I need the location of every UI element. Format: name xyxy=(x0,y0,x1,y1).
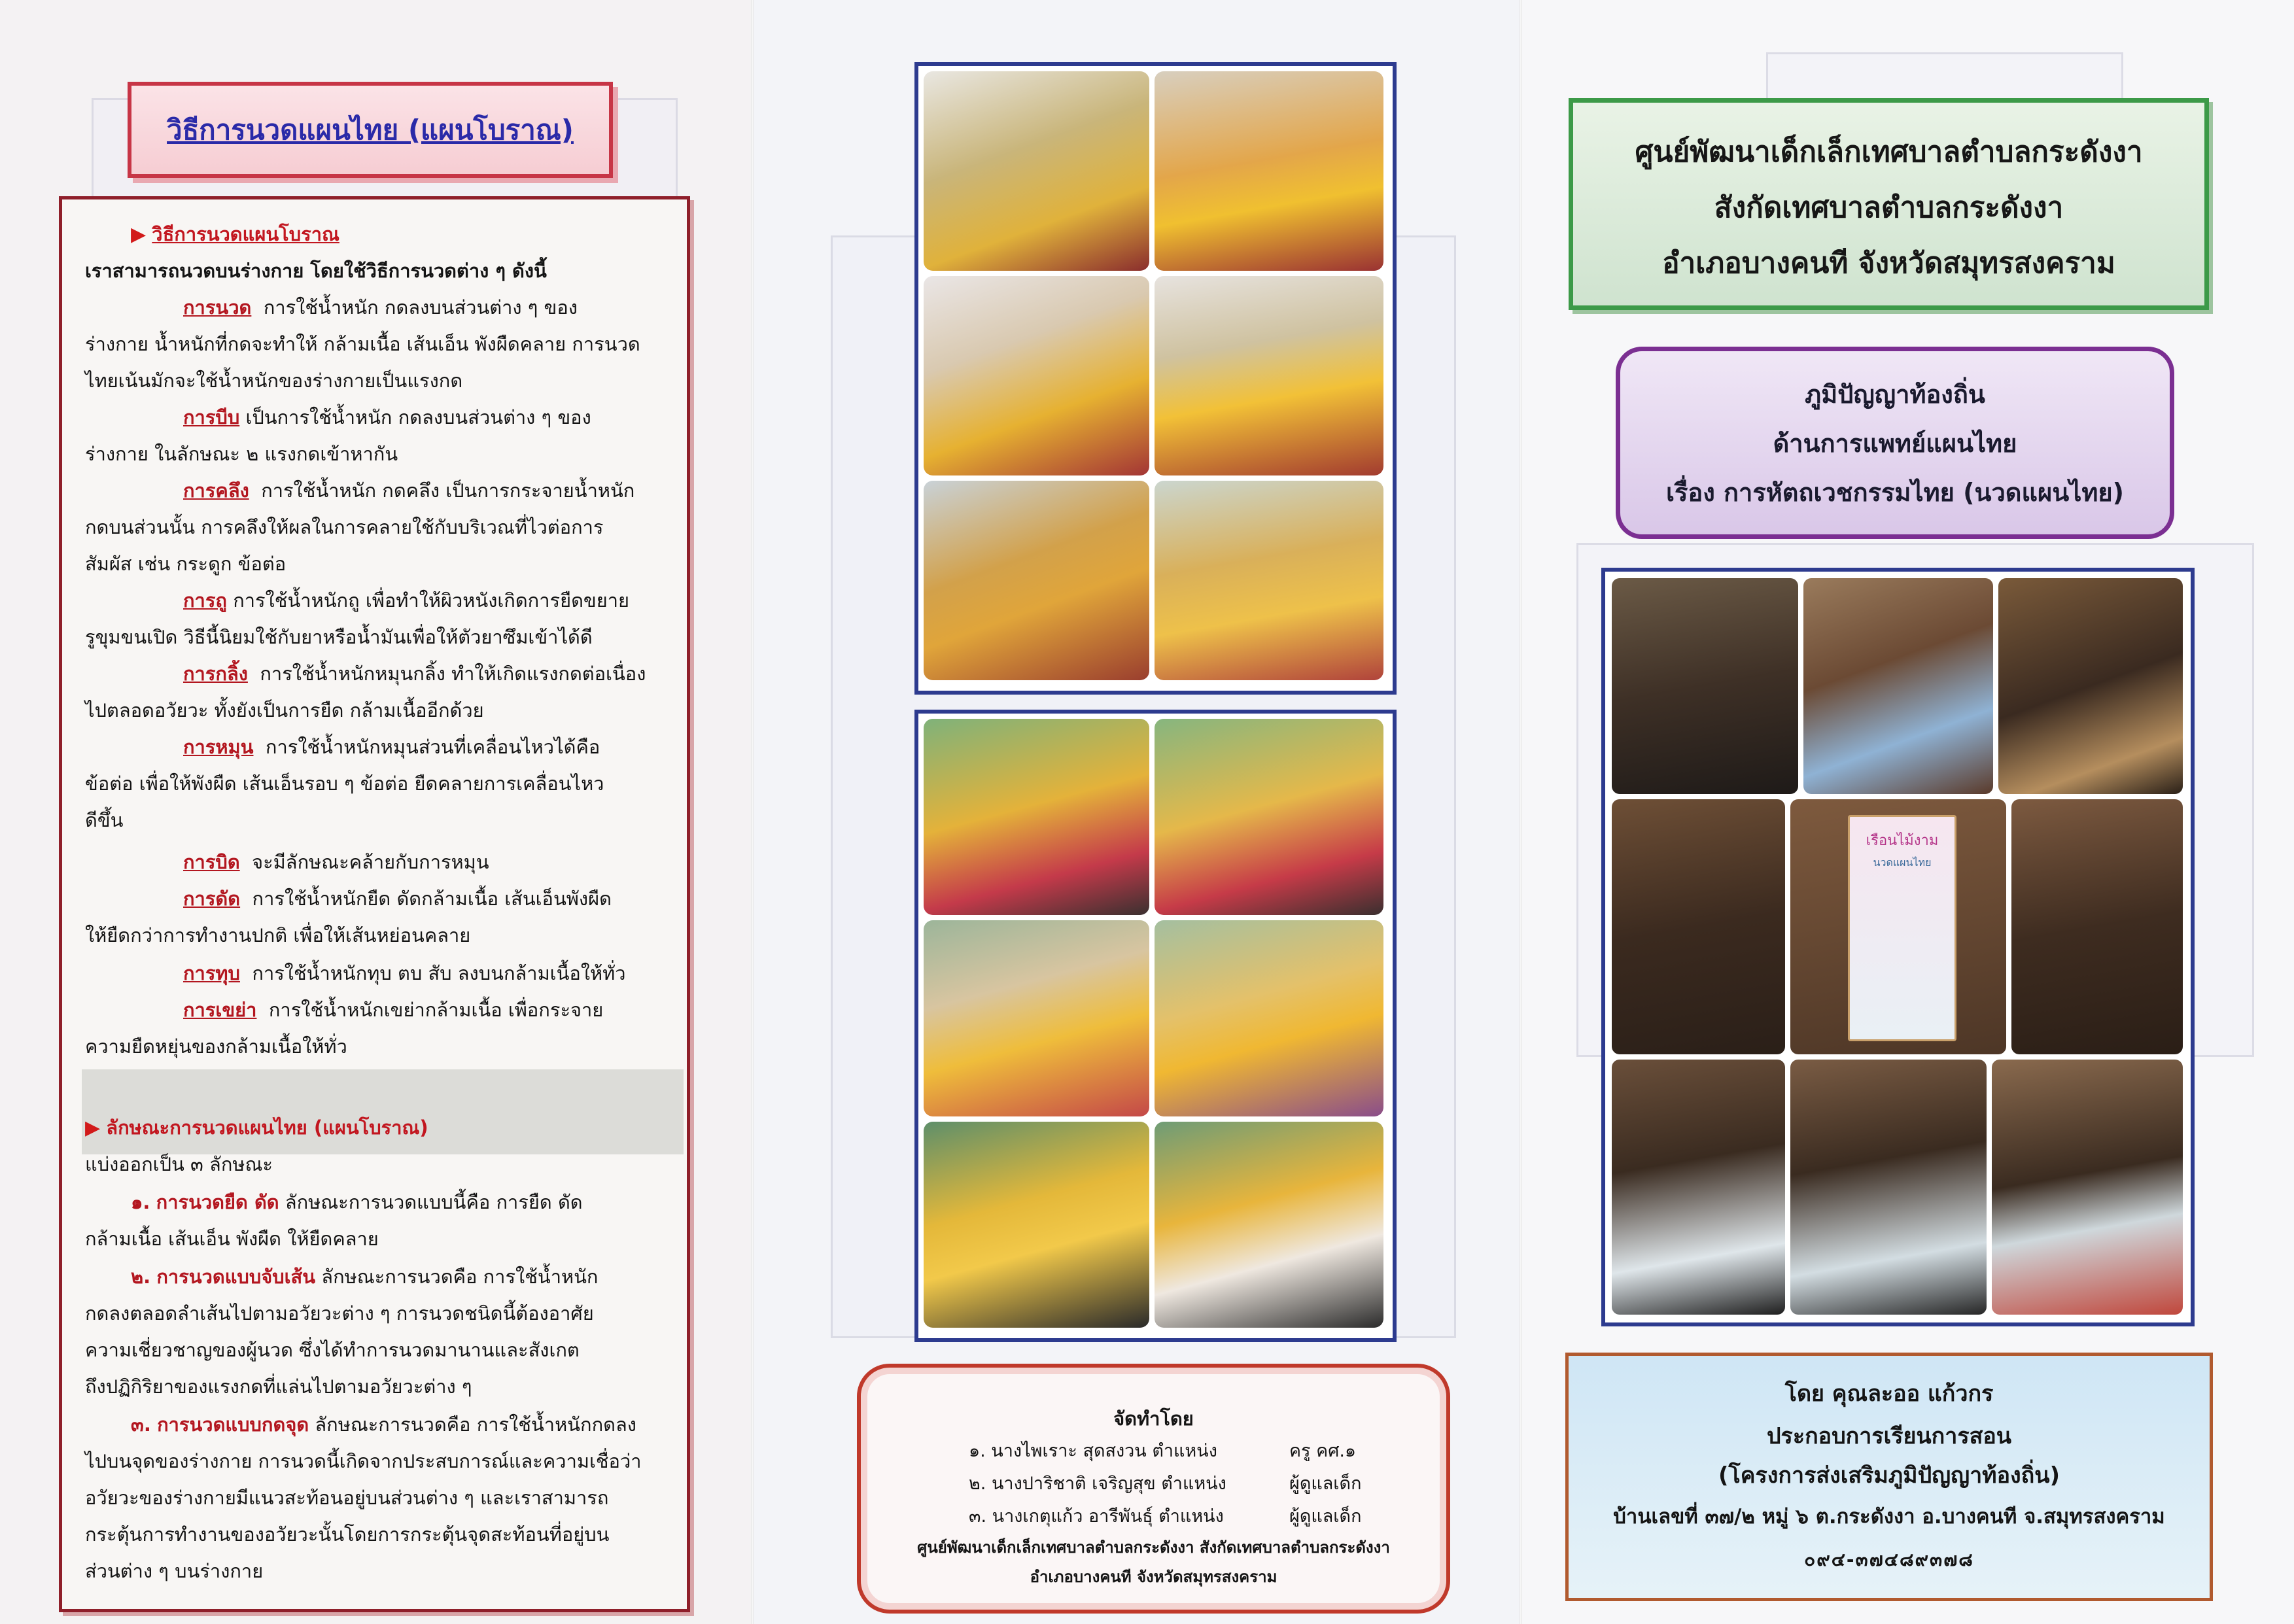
method-term: การบิด xyxy=(183,851,240,873)
credits-title: จัดทำโดย xyxy=(1113,1408,1194,1430)
header-line: อำเภอบางคนที จังหวัดสมุทรสงคราม xyxy=(1662,247,2115,280)
photo xyxy=(1992,1060,2183,1315)
method-term: การถู xyxy=(183,589,227,612)
author-line: (โครงการส่งเสริมภูมิปัญญาท้องถิ่น) xyxy=(1718,1462,2060,1489)
method-line: การใช้น้ำหนักยืด ดัดกล้ามเนื้อ เส้นเอ็นพังผืด xyxy=(252,888,612,910)
photo-collage-right xyxy=(1601,568,2195,1326)
photo xyxy=(1155,276,1383,475)
method-line: ให้ยืดกว่าการทำงานปกติ เพื่อให้เส้นหย่อนคลาย xyxy=(85,924,471,946)
arrow-right-icon: ▶ xyxy=(131,223,147,246)
method-line: การใช้น้ำหนัก กดคลึง เป็นการกระจายน้ำหนัก xyxy=(261,479,635,502)
style-line: ไปบนจุดของร่างกาย การนวดนี้เกิดจากประสบการณ์และความเชื่อว่า xyxy=(85,1450,642,1472)
topic-box xyxy=(1616,347,2174,539)
photo xyxy=(924,276,1149,475)
photo-collage-bottom xyxy=(914,710,1397,1342)
author-phone: ๐๙๔-๓๗๔๘๙๓๗๘ xyxy=(1804,1549,1974,1570)
photo xyxy=(1155,71,1383,271)
header-line: สังกัดเทศบาลตำบลกระดังงา xyxy=(1714,191,2064,224)
photo xyxy=(1155,719,1383,915)
section2-heading: ลักษณะการนวดแผนไทย (แผนโบราณ) xyxy=(106,1116,428,1139)
method-line: กดบนส่วนนั้น การคลึงให้ผลในการคลายใช้กับบริเวณที่ไวต่อการ xyxy=(85,516,604,538)
method-line: ไปตลอดอวัยวะ ทั้งยังเป็นการยืด กล้ามเนื้ออีกด้วย xyxy=(85,699,484,721)
photo xyxy=(1612,1060,1785,1315)
method-term: การคลึง xyxy=(183,479,249,502)
style-line: กระตุ้นการทำงานของอวัยวะนั้นโดยการกระตุ้นจุดสะท้อนที่อยู่บน xyxy=(85,1523,610,1546)
method-term: การกลิ้ง xyxy=(183,663,248,685)
photo xyxy=(924,71,1149,271)
photo xyxy=(924,481,1149,680)
photo-collage-top xyxy=(914,62,1397,695)
method-line: รูขุมขนเปิด วิธีนี้นิยมใช้กับยาหรือน้ำมันเพื่อให้ตัวยาซึมเข้าได้ดี xyxy=(85,626,593,648)
photo xyxy=(1612,578,1798,794)
photo xyxy=(1790,1060,1987,1315)
credit-role: ผู้ดูแลเด็ก xyxy=(1289,1474,1362,1494)
org-line: อำเภอบางคนที จังหวัดสมุทรสงคราม xyxy=(1030,1568,1277,1586)
sign-title: เรือนไม้งาม xyxy=(1866,833,1939,849)
style-number: ๒. xyxy=(131,1266,151,1288)
photo xyxy=(1155,481,1383,680)
style-line: ความเชี่ยวชาญของผู้นวด ซึ่งได้ทำการนวดมานานและสังเกต xyxy=(85,1339,580,1361)
method-line: การใช้น้ำหนักเขย่ากล้ามเนื้อ เพื่อกระจาย xyxy=(268,999,604,1021)
style-line: ลักษณะการนวดแบบนี้คือ การยืด ดัด xyxy=(285,1191,583,1213)
credit-role: ผู้ดูแลเด็ก xyxy=(1289,1506,1362,1527)
style-line: ลักษณะการนวดคือ การใช้น้ำหนักกดลง xyxy=(315,1413,636,1436)
method-line: การใช้น้ำหนักหมุนส่วนที่เคลื่อนไหวได้คือ xyxy=(265,736,600,758)
fold-line xyxy=(751,0,754,1624)
photo xyxy=(1790,799,2006,1054)
photo xyxy=(1803,578,1993,794)
method-line: จะมีลักษณะคล้ายกับการหมุน xyxy=(252,851,489,873)
author-box xyxy=(1565,1353,2213,1601)
method-line: การใช้น้ำหนักถู เพื่อทำให้ผิวหนังเกิดการยืดขยาย xyxy=(233,589,629,612)
method-line: การใช้น้ำหนัก กดลงบนส่วนต่าง ๆ ของ xyxy=(263,296,578,319)
author-line: ประกอบการเรียนการสอน xyxy=(1766,1423,2012,1449)
left-title: วิธีการนวดแผนไทย (แผนโบราณ) xyxy=(167,113,574,146)
intro-text: เราสามารถนวดบนร่างกาย โดยใช้วิธีการนวดต่าง ๆ ดังนี้ xyxy=(85,260,547,282)
header-line: ศูนย์พัฒนาเด็กเล็กเทศบาลตำบลกระดังงา xyxy=(1635,135,2143,169)
style-line: ส่วนต่าง ๆ บนร่างกาย xyxy=(85,1560,264,1582)
arrow-right-icon: ▶ xyxy=(85,1116,101,1139)
method-line: เป็นการใช้น้ำหนัก กดลงบนส่วนต่าง ๆ ของ xyxy=(245,406,591,428)
style-line: ลักษณะการนวดคือ การใช้น้ำหนัก xyxy=(321,1266,599,1288)
method-term: การหมุน xyxy=(183,736,254,758)
credit-role: ครู คศ.๑ xyxy=(1289,1441,1357,1461)
fold-line xyxy=(1520,0,1522,1624)
method-line: ข้อต่อ เพื่อให้พังผืด เส้นเอ็นรอบ ๆ ข้อต่อ ยืดคลายการเคลื่อนไหว xyxy=(85,772,604,795)
method-line: ดีขึ้น xyxy=(85,809,124,831)
style-term: การนวดแบบกดจุด xyxy=(157,1413,309,1436)
section1-heading: วิธีการนวดแผนโบราณ xyxy=(152,223,339,245)
photo xyxy=(2011,799,2183,1054)
topic-line: ภูมิปัญญาท้องถิ่น xyxy=(1805,380,1985,409)
method-term: การนวด xyxy=(183,296,252,319)
sign-subtitle: นวดแผนไทย xyxy=(1873,856,1932,869)
author-line: โดย คุณละออ แก้วกร xyxy=(1784,1381,1994,1407)
style-line: อวัยวะของร่างกายมีแนวสะท้อนอยู่บนส่วนต่าง ๆ และเราสามารถ xyxy=(85,1487,609,1509)
credits-box xyxy=(857,1364,1450,1614)
topic-line: ด้านการแพทย์แผนไทย xyxy=(1773,429,2017,458)
method-line: การใช้น้ำหนักทุบ ตบ สับ ลงบนกล้ามเนื้อให้ทั่ว xyxy=(252,962,626,984)
style-term: การนวดยืด ดัด xyxy=(156,1191,279,1213)
style-term: การนวดแบบจับเส้น xyxy=(156,1266,316,1288)
credit-name: ๑. นางไพเราะ สุดสงวน ตำแหน่ง xyxy=(969,1441,1217,1461)
method-line: ร่างกาย ในลักษณะ ๒ แรงกดเข้าหากัน xyxy=(85,443,398,465)
style-number: ๑. xyxy=(131,1191,150,1213)
photo xyxy=(1155,1122,1383,1328)
method-term: การเขย่า xyxy=(183,999,257,1021)
method-term: การบีบ xyxy=(183,406,240,428)
photo xyxy=(1155,920,1383,1116)
method-term: การดัด xyxy=(183,888,241,910)
style-line: กดลงตลอดลำเส้นไปตามอวัยวะต่าง ๆ การนวดชนิดนี้ต้องอาศัย xyxy=(85,1302,594,1324)
shop-sign xyxy=(1848,815,1956,1041)
photo xyxy=(924,1122,1149,1328)
method-line: ไทยเน้นมักจะใช้น้ำหนักของร่างกายเป็นแรงกด xyxy=(85,370,463,392)
credit-name: ๓. นางเกตุแก้ว อารีพันธุ์ ตำแหน่ง xyxy=(969,1506,1224,1527)
photo xyxy=(924,920,1149,1116)
style-line: ถึงปฏิกิริยาของแรงกดที่แล่นไปตามอวัยวะต่าง ๆ xyxy=(85,1375,472,1398)
left-title-banner xyxy=(128,82,613,178)
author-address: บ้านเลขที่ ๓๗/๒ หมู่ ๖ ต.กระดังงา อ.บางคนที จ.สมุทรสงคราม xyxy=(1613,1505,2165,1529)
method-line: สัมผัส เช่น กระดูก ข้อต่อ xyxy=(85,553,287,575)
method-line: ร่างกาย น้ำหนักที่กดจะทำให้ กล้ามเนื้อ เส้นเอ็น พังผืดคลาย การนวด xyxy=(85,333,640,355)
photo xyxy=(1612,799,1785,1054)
method-line: ความยืดหยุ่นของกล้ามเนื้อให้ทั่ว xyxy=(85,1035,347,1058)
credit-name: ๒. นางปาริชาติ เจริญสุข ตำแหน่ง xyxy=(969,1474,1226,1494)
topic-line: เรื่อง การหัตถเวชกรรมไทย (นวดแผนไทย) xyxy=(1665,478,2125,507)
style-line: กล้ามเนื้อ เส้นเอ็น พังผืด ให้ยืดคลาย xyxy=(85,1228,379,1250)
center-header-box xyxy=(1569,98,2209,310)
section2-intro: แบ่งออกเป็น ๓ ลักษณะ xyxy=(85,1153,273,1175)
style-number: ๓. xyxy=(131,1413,151,1436)
method-term: การทุบ xyxy=(183,962,240,984)
photo xyxy=(1998,578,2183,794)
method-line: การใช้น้ำหนักหมุนกลิ้ง ทำให้เกิดแรงกดต่อเนื่อง xyxy=(260,663,646,685)
photo xyxy=(924,719,1149,915)
org-line: ศูนย์พัฒนาเด็กเล็กเทศบาลตำบลกระดังงา สังกัดเทศบาลตำบลกระดังงา xyxy=(917,1538,1390,1557)
